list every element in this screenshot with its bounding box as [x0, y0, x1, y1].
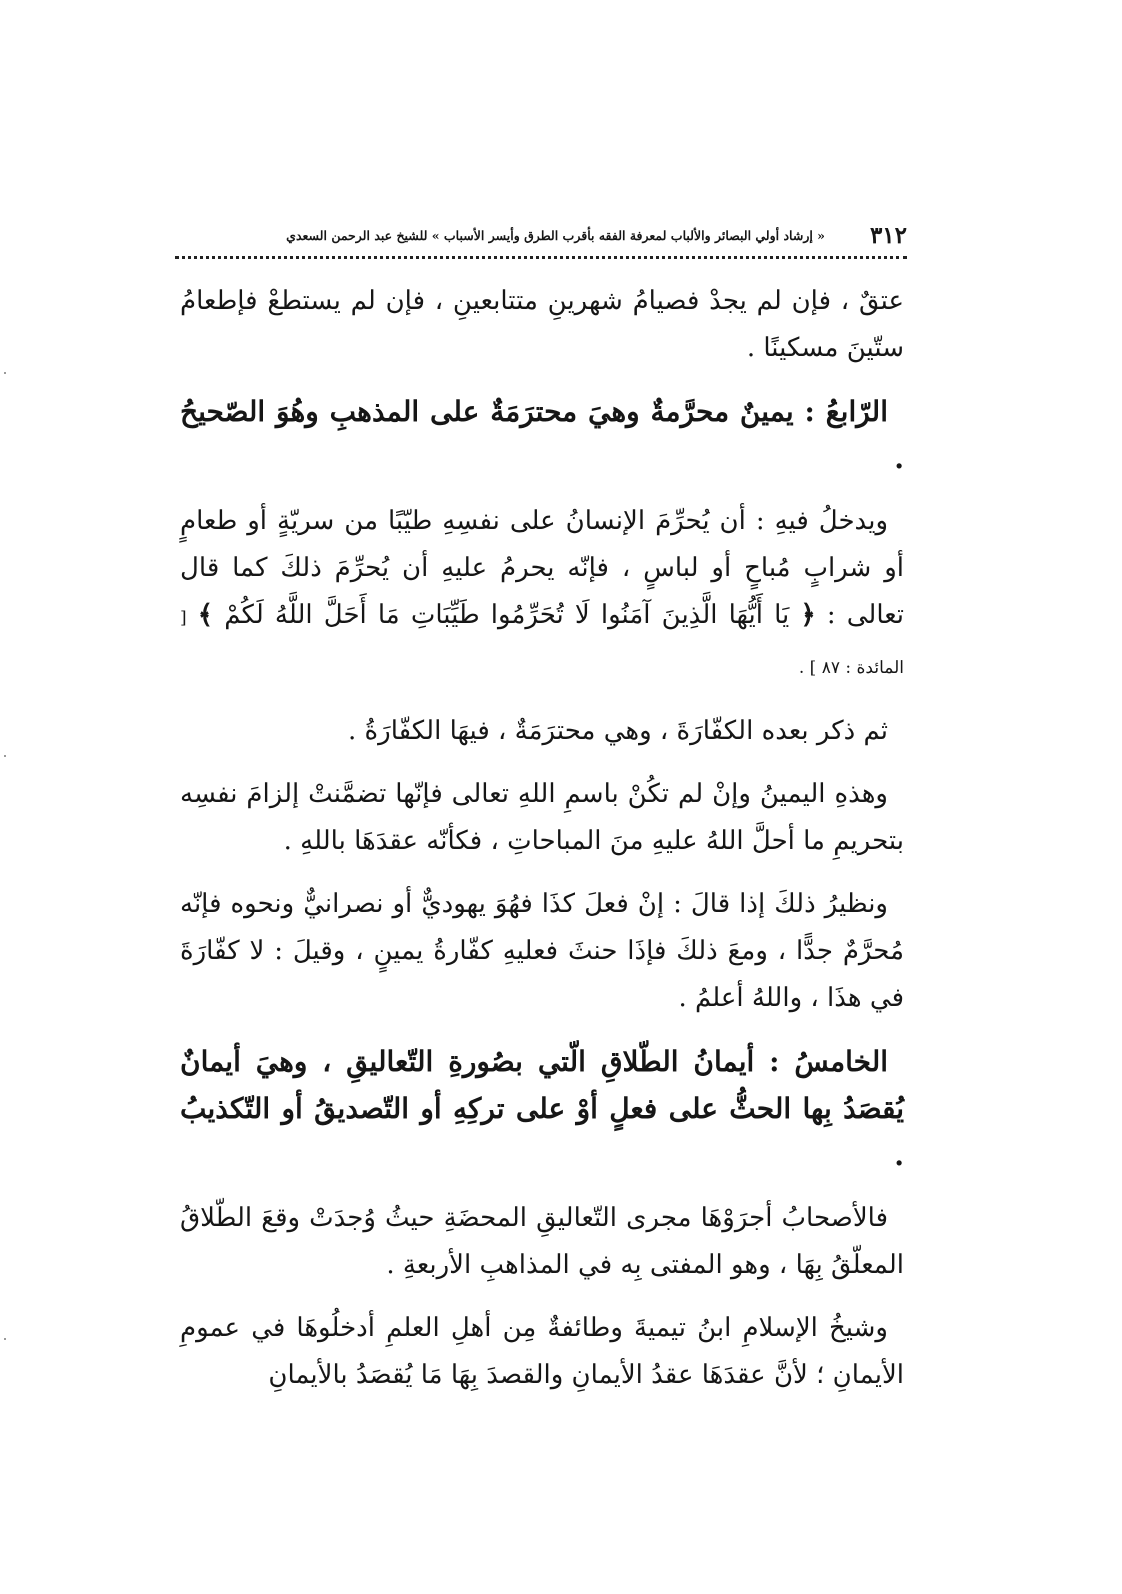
section-heading-fifth: الخامسُ : أيمانُ الطّلاقِ الّتي بصُورةِ التّعاليقِ ، وهيَ أيمانٌ يُقصَدُ بِها الحثُّ على فعلٍ أوْ على تركِهِ أو التّصديقُ أو التّكذيبُ . — [180, 1045, 904, 1172]
scan-edge-mark — [4, 1338, 6, 1340]
verse-reference: [ المائدة : ٨٧ ] . — [180, 608, 904, 678]
scan-edge-mark — [4, 755, 6, 757]
paragraph: ونظيرُ ذلكَ إذا قالَ : إنْ فعلَ كذَا فهُوَ يهوديٌّ أو نصرانيٌّ ونحوه فإنّه مُحرَّمٌ جدًّا ، ومعَ ذلكَ فإذَا حنثَ فعليهِ كفّارةُ يمينٍ ، وقيلَ : لا كفّارَةَ في هذَا ، واللهُ أعلمُ . — [180, 889, 904, 1013]
paragraph: وشيخُ الإسلامِ ابنُ تيميةَ وطائفةٌ مِن أهلِ العلمِ أدخلُوهَا في عمومِ الأيمانِ ؛ لأنَّ عقدَهَا عقدُ الأيمانِ والقصدَ بِهَا مَا يُقصَدُ بالأيمانِ — [180, 1313, 904, 1390]
page-header — [175, 221, 907, 251]
paragraph: وهذهِ اليمينُ وإنْ لم تكُنْ باسمِ اللهِ تعالى فإنّها تضمَّنتْ إلزامَ نفسِه بتحريمِ ما أحلَّ اللهُ عليهِ منَ المباحاتِ ، فكأنّه عقدَهَا باللهِ . — [180, 779, 904, 856]
paragraph: ثم ذكر بعده الكفّارَةَ ، وهي محترَمَةٌ ، فيهَا الكفّارَةُ . — [348, 716, 888, 746]
paragraph: عتقٌ ، فإن لم يجدْ فصيامُ شهرينِ متتابعينِ ، فإن لم يستطعْ فإطعامُ ستّينَ مسكينًا . — [180, 286, 904, 363]
paragraph-with-verse — [180, 498, 904, 692]
running-title: « إرشاد أولي البصائر والألباب لمعرفة الفقه بأقرب الطرق وأيسر الأسباب » للشيخ عبد الرحمن السعدي — [286, 228, 825, 243]
quran-verse: يَا أَيُّهَا الَّذِينَ آمَنُوا لَا تُحَرِّمُوا طَيِّبَاتِ مَا أَحَلَّ اللَّهُ لَكُمْ — [224, 600, 790, 630]
quran-close-bracket: ﴾ — [197, 600, 214, 630]
paragraph: فالأصحابُ أجرَوْهَا مجرى التّعاليقِ المحضَةِ حيثُ وُجدَتْ وقعَ الطّلاقُ المعلّقُ بِهَا ، وهو المفتى بِه في المذاهبِ الأربعةِ . — [180, 1203, 904, 1280]
page-number: ٣١٢ — [869, 222, 907, 249]
scan-edge-mark — [4, 372, 6, 374]
header-divider — [175, 256, 907, 259]
quran-open-bracket: ﴿ — [800, 600, 816, 630]
section-heading-fourth: الرّابعُ : يمينٌ محرَّمةٌ وهيَ محترَمَةٌ على المذهبِ وهُوَ الصّحيحُ . — [180, 395, 904, 475]
paragraph-text: ويدخلُ فيهِ : أن يُحرِّمَ الإنسانُ على نفسِهِ طيّبًا من سريّةٍ أو طعامٍ أو شرابٍ مُباحٍ أو لباسٍ ، فإنّه يحرمُ عليهِ أن يُحرِّمَ ذلكَ كما قال تعالى : — [180, 506, 905, 630]
main-text — [180, 278, 904, 1415]
